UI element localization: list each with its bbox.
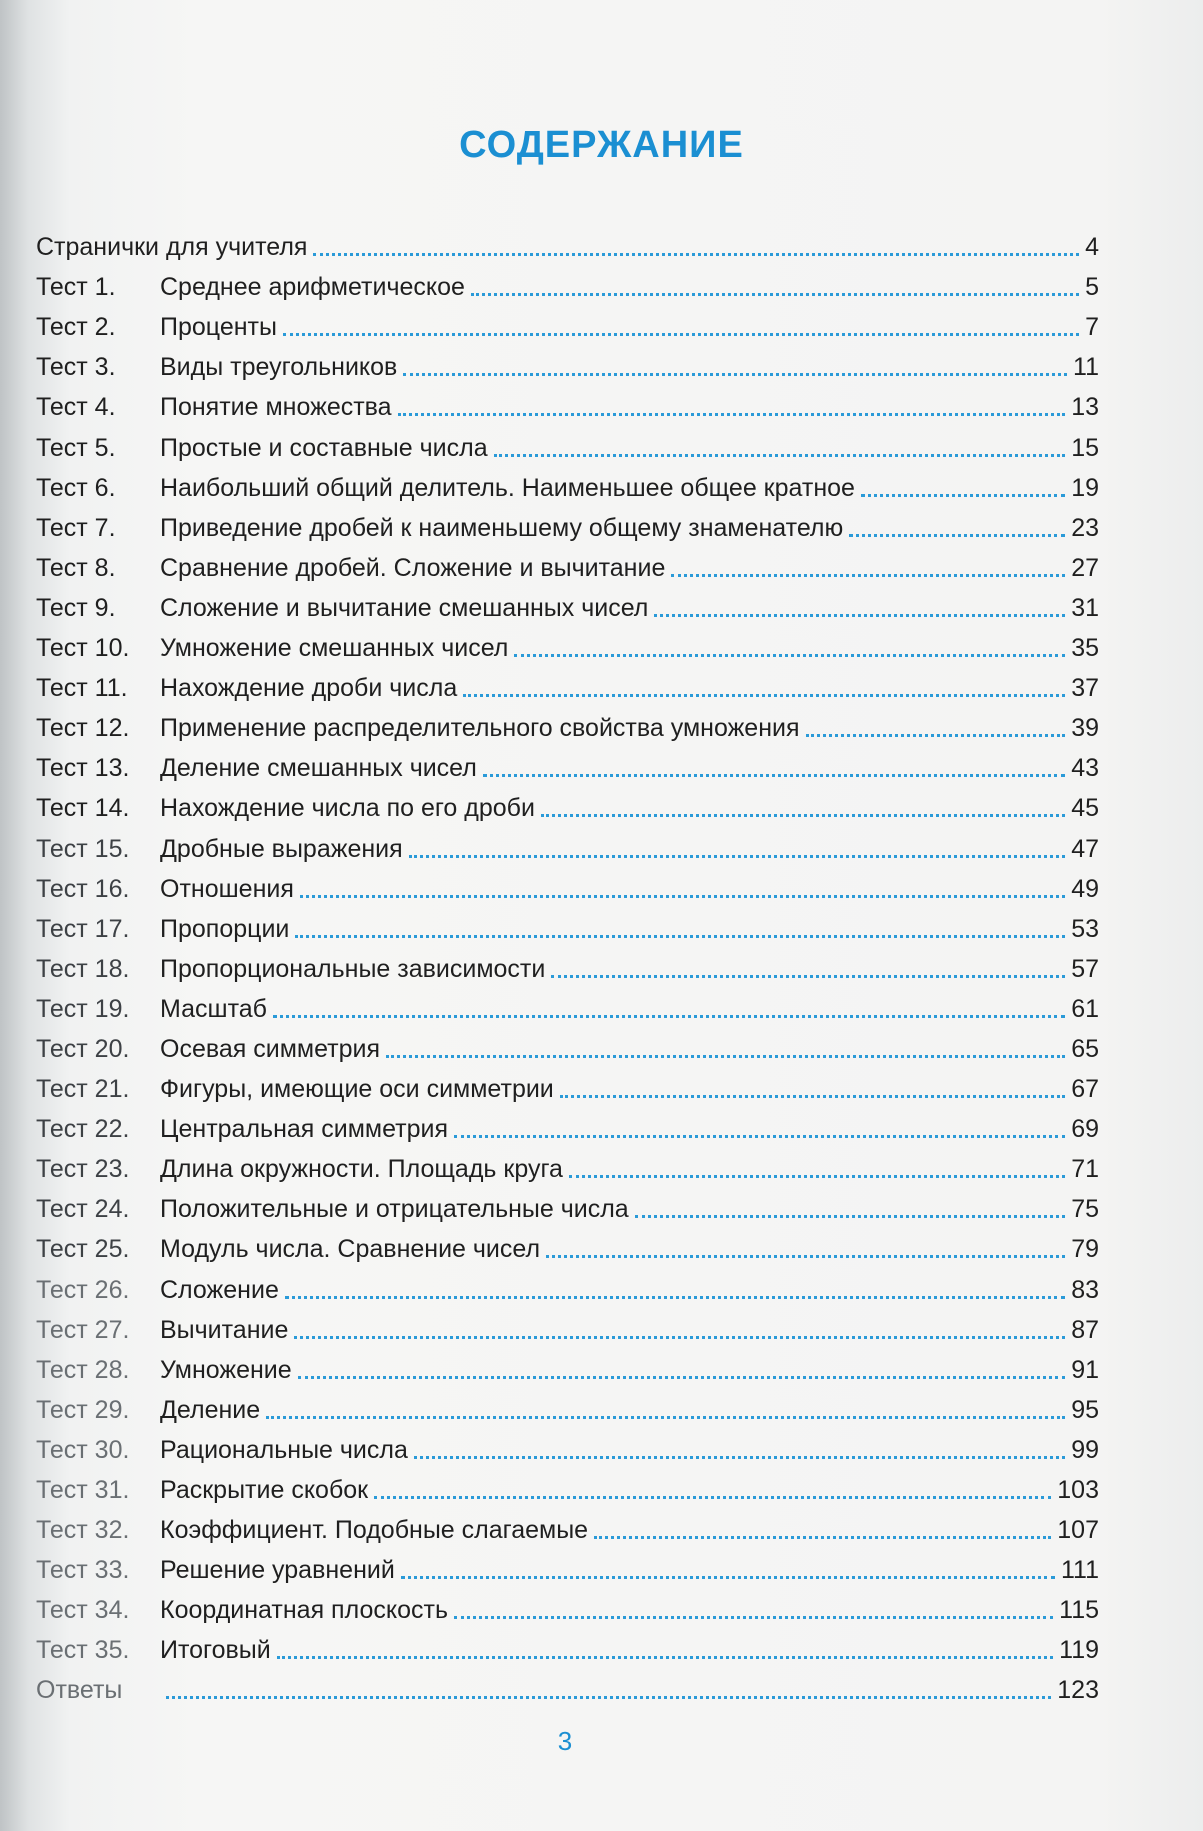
toc-entry-page: 5 [1085, 273, 1099, 302]
dot-leader [277, 1656, 1053, 1659]
toc-row [36, 342, 1099, 382]
dot-leader [166, 1696, 1051, 1699]
toc-entry-title: Понятие множества [160, 393, 392, 422]
toc-entry-label: Тест 16. [36, 874, 130, 903]
dot-leader [635, 1215, 1065, 1218]
dot-leader [594, 1536, 1051, 1539]
toc-entry-title: Масштаб [160, 994, 267, 1023]
toc-entry-page: 79 [1071, 1235, 1099, 1264]
toc-entry-page: 65 [1071, 1034, 1099, 1063]
toc-row [36, 1224, 1099, 1264]
toc-row [36, 1184, 1099, 1224]
toc-entry-title: Фигуры, имеющие оси симметрии [160, 1075, 554, 1104]
dot-leader [273, 1015, 1065, 1018]
toc-entry-title: Осевая симметрия [160, 1034, 381, 1063]
toc-row [36, 1144, 1099, 1184]
toc-entry-page: 47 [1071, 834, 1099, 863]
toc-entry-page: 15 [1071, 433, 1099, 462]
toc-entry-title: Деление смешанных чисел [160, 754, 477, 783]
dot-leader [403, 373, 1067, 376]
toc-entry-page: 35 [1071, 634, 1099, 663]
toc-entry-label: Тест 25. [36, 1235, 130, 1264]
toc-row [36, 583, 1099, 623]
toc-entry-title: Наибольший общий делитель. Наименьшее общее кратное [160, 473, 855, 502]
dot-leader [414, 1456, 1065, 1459]
toc-entry-page: 37 [1071, 674, 1099, 703]
toc-entry-page: 87 [1071, 1315, 1099, 1344]
toc-entry-page: 75 [1071, 1195, 1099, 1224]
toc-entry-page: 99 [1071, 1435, 1099, 1464]
toc-entry-label: Тест 5. [36, 433, 116, 462]
toc-entry-page: 103 [1057, 1476, 1099, 1504]
toc-entry-title: Отношения [160, 874, 294, 903]
dot-leader [569, 1175, 1065, 1178]
toc-entry-page: 4 [1085, 233, 1099, 262]
toc-entry-label: Тест 19. [36, 994, 130, 1023]
toc-row [36, 1024, 1099, 1064]
toc-entry-page: 7 [1085, 313, 1099, 342]
dot-leader [551, 975, 1065, 978]
page-number: 3 [557, 1726, 573, 1756]
toc-entry-label: Тест 4. [36, 393, 116, 422]
toc-entry-page: 71 [1071, 1155, 1099, 1184]
toc-entry-label: Тест 11. [36, 674, 128, 703]
dot-leader [401, 1576, 1055, 1579]
toc-entry-title: Умножение [160, 1355, 292, 1384]
toc-row [36, 1425, 1099, 1465]
toc-row [36, 463, 1099, 503]
dot-leader [861, 494, 1065, 497]
dot-leader [285, 1296, 1065, 1299]
toc-entry-title: Виды треугольников [160, 353, 398, 382]
toc-row [36, 1665, 1099, 1705]
toc-row [36, 262, 1099, 302]
toc-entry-page: 111 [1060, 1556, 1099, 1585]
toc-entry-page: 83 [1071, 1275, 1099, 1304]
toc-entry-label: Тест 15. [36, 834, 130, 863]
toc-row [36, 984, 1099, 1024]
toc-entry-title: Сложение [160, 1275, 279, 1304]
toc-entry-label: Ответы [36, 1676, 123, 1705]
dot-leader [463, 694, 1065, 697]
toc-entry-label: Тест 27. [36, 1315, 130, 1344]
toc-entry-title: Странички для учителя [36, 233, 308, 262]
toc-entry-title: Итоговый [160, 1636, 271, 1665]
toc-row [36, 1264, 1099, 1304]
toc-entry-title: Длина окружности. Площадь круга [160, 1155, 563, 1184]
toc-entry-title: Центральная симметрия [160, 1115, 449, 1144]
page-title: СОДЕРЖАНИЕ [459, 124, 744, 166]
toc-row [36, 1104, 1099, 1144]
toc-entry-label: Тест 3. [36, 353, 116, 382]
toc-entry-label: Тест 26. [36, 1275, 130, 1304]
toc-entry-label: Тест 12. [36, 714, 130, 743]
toc-entry-label: Тест 29. [36, 1395, 130, 1424]
dot-leader [409, 855, 1066, 858]
dot-leader [494, 454, 1066, 457]
toc-entry-title: Сравнение дробей. Сложение и вычитание [160, 553, 666, 582]
toc-entry-page: 53 [1071, 914, 1099, 943]
toc-row [36, 944, 1099, 984]
toc-entry-label: Тест 7. [36, 513, 116, 542]
toc-entry-page: 49 [1071, 874, 1099, 903]
dot-leader [398, 413, 1066, 416]
toc-row [36, 422, 1099, 462]
toc-entry-title: Применение распределительного свойства умножения [160, 714, 800, 743]
toc-entry-label: Тест 30. [36, 1435, 130, 1464]
toc-entry-label: Тест 9. [36, 593, 116, 622]
toc-row [36, 743, 1099, 783]
toc-entry-page: 91 [1071, 1355, 1099, 1384]
toc-row [36, 382, 1099, 422]
toc-entry-label: Тест 1. [36, 273, 116, 302]
toc-row [36, 1385, 1099, 1425]
toc-row [36, 823, 1099, 863]
toc-entry-label: Тест 2. [36, 313, 116, 342]
toc-row [36, 703, 1099, 743]
toc-entry-page: 61 [1071, 994, 1099, 1023]
toc-entry-page: 57 [1071, 954, 1099, 983]
dot-leader [374, 1496, 1051, 1499]
toc-entry-page: 23 [1071, 513, 1099, 542]
toc-row [36, 1064, 1099, 1104]
toc-row [36, 1625, 1099, 1665]
dot-leader [300, 895, 1065, 898]
toc-entry-title: Пропорции [160, 914, 290, 943]
toc-entry-label: Тест 21. [36, 1075, 130, 1104]
dot-leader [298, 1376, 1066, 1379]
dot-leader [471, 293, 1079, 296]
toc-row [36, 1305, 1099, 1345]
toc-entry-label: Тест 10. [36, 634, 130, 663]
toc-row [36, 864, 1099, 904]
toc-entry-title: Простые и составные числа [160, 433, 488, 462]
dot-leader [541, 814, 1065, 817]
toc-row [36, 623, 1099, 663]
dot-leader [560, 1095, 1065, 1098]
toc-entry-label: Тест 28. [36, 1355, 130, 1384]
toc-entry-title: Коэффициент. Подобные слагаемые [160, 1516, 589, 1545]
toc-entry-title: Проценты [160, 313, 277, 342]
dot-leader [806, 734, 1066, 737]
toc-entry-title: Вычитание [160, 1315, 289, 1344]
toc-entry-page: 95 [1071, 1395, 1099, 1424]
dot-leader [266, 1416, 1065, 1419]
table-of-contents [36, 222, 1099, 1705]
toc-row [36, 1585, 1099, 1625]
toc-row [36, 302, 1099, 342]
toc-entry-label: Тест 8. [36, 553, 116, 582]
dot-leader [849, 534, 1065, 537]
toc-entry-page: 31 [1071, 593, 1099, 622]
toc-entry-label: Тест 33. [36, 1556, 130, 1585]
toc-entry-title: Модуль числа. Сравнение чисел [160, 1235, 541, 1264]
toc-entry-page: 69 [1071, 1115, 1099, 1144]
dot-leader [313, 253, 1079, 256]
toc-entry-title: Приведение дробей к наименьшему общему знаменателю [160, 513, 844, 542]
toc-entry-page: 13 [1071, 393, 1099, 422]
toc-entry-label: Тест 22. [36, 1115, 130, 1144]
toc-entry-label: Тест 34. [36, 1596, 130, 1625]
toc-intro-row [36, 222, 1099, 262]
toc-entry-title: Нахождение дроби числа [160, 674, 458, 703]
toc-entry-page: 123 [1057, 1676, 1099, 1705]
toc-entry-page: 67 [1071, 1075, 1099, 1104]
toc-entry-label: Тест 14. [36, 794, 130, 823]
toc-entry-label: Тест 6. [36, 473, 116, 502]
dot-leader [283, 333, 1079, 336]
dot-leader [546, 1255, 1065, 1258]
toc-entry-page: 11 [1073, 353, 1099, 382]
dot-leader [654, 614, 1065, 617]
toc-entry-label: Тест 18. [36, 954, 130, 983]
toc-row [36, 1465, 1099, 1505]
dot-leader [483, 774, 1065, 777]
toc-row [36, 1505, 1099, 1545]
toc-row [36, 663, 1099, 703]
toc-entry-label: Тест 13. [36, 754, 130, 783]
toc-row [36, 783, 1099, 823]
toc-entry-label: Тест 17. [36, 914, 130, 943]
dot-leader [386, 1055, 1065, 1058]
toc-entry-title: Пропорциональные зависимости [160, 954, 546, 983]
dot-leader [294, 1336, 1065, 1339]
toc-entry-title: Нахождение числа по его дроби [160, 794, 535, 823]
toc-entry-label: Тест 31. [36, 1476, 130, 1504]
toc-entry-title: Среднее арифметическое [160, 273, 465, 302]
toc-row [36, 904, 1099, 944]
toc-entry-title: Положительные и отрицательные числа [160, 1195, 629, 1224]
dot-leader [514, 654, 1065, 657]
toc-entry-title: Сложение и вычитание смешанных чисел [160, 593, 649, 622]
dot-leader [671, 574, 1065, 577]
toc-entry-page: 19 [1071, 473, 1099, 502]
toc-row [36, 543, 1099, 583]
toc-entry-title: Дробные выражения [160, 834, 403, 863]
toc-entry-title: Раскрытие скобок [160, 1476, 369, 1504]
dot-leader [295, 935, 1065, 938]
toc-entry-label: Тест 35. [36, 1636, 130, 1665]
toc-entry-label: Тест 20. [36, 1034, 130, 1063]
toc-entry-page: 43 [1071, 754, 1099, 783]
toc-entry-title: Рациональные числа [160, 1435, 408, 1464]
toc-entry-title: Координатная плоскость [160, 1596, 448, 1625]
toc-entry-page: 119 [1059, 1636, 1099, 1665]
dot-leader [454, 1135, 1065, 1138]
toc-entry-label: Тест 24. [36, 1195, 130, 1224]
toc-entry-page: 115 [1059, 1596, 1099, 1625]
toc-row [36, 1545, 1099, 1585]
toc-entry-label: Тест 32. [36, 1516, 130, 1545]
toc-entry-title: Деление [160, 1395, 261, 1424]
toc-row [36, 1345, 1099, 1385]
toc-entry-label: Тест 23. [36, 1155, 130, 1184]
dot-leader [454, 1616, 1053, 1619]
toc-entry-title: Умножение смешанных чисел [160, 634, 509, 663]
toc-entry-page: 27 [1071, 553, 1099, 582]
toc-entry-page: 39 [1071, 714, 1099, 743]
toc-entry-page: 107 [1057, 1516, 1099, 1545]
toc-row [36, 503, 1099, 543]
toc-entry-page: 45 [1071, 794, 1099, 823]
toc-entry-title: Решение уравнений [160, 1556, 395, 1585]
